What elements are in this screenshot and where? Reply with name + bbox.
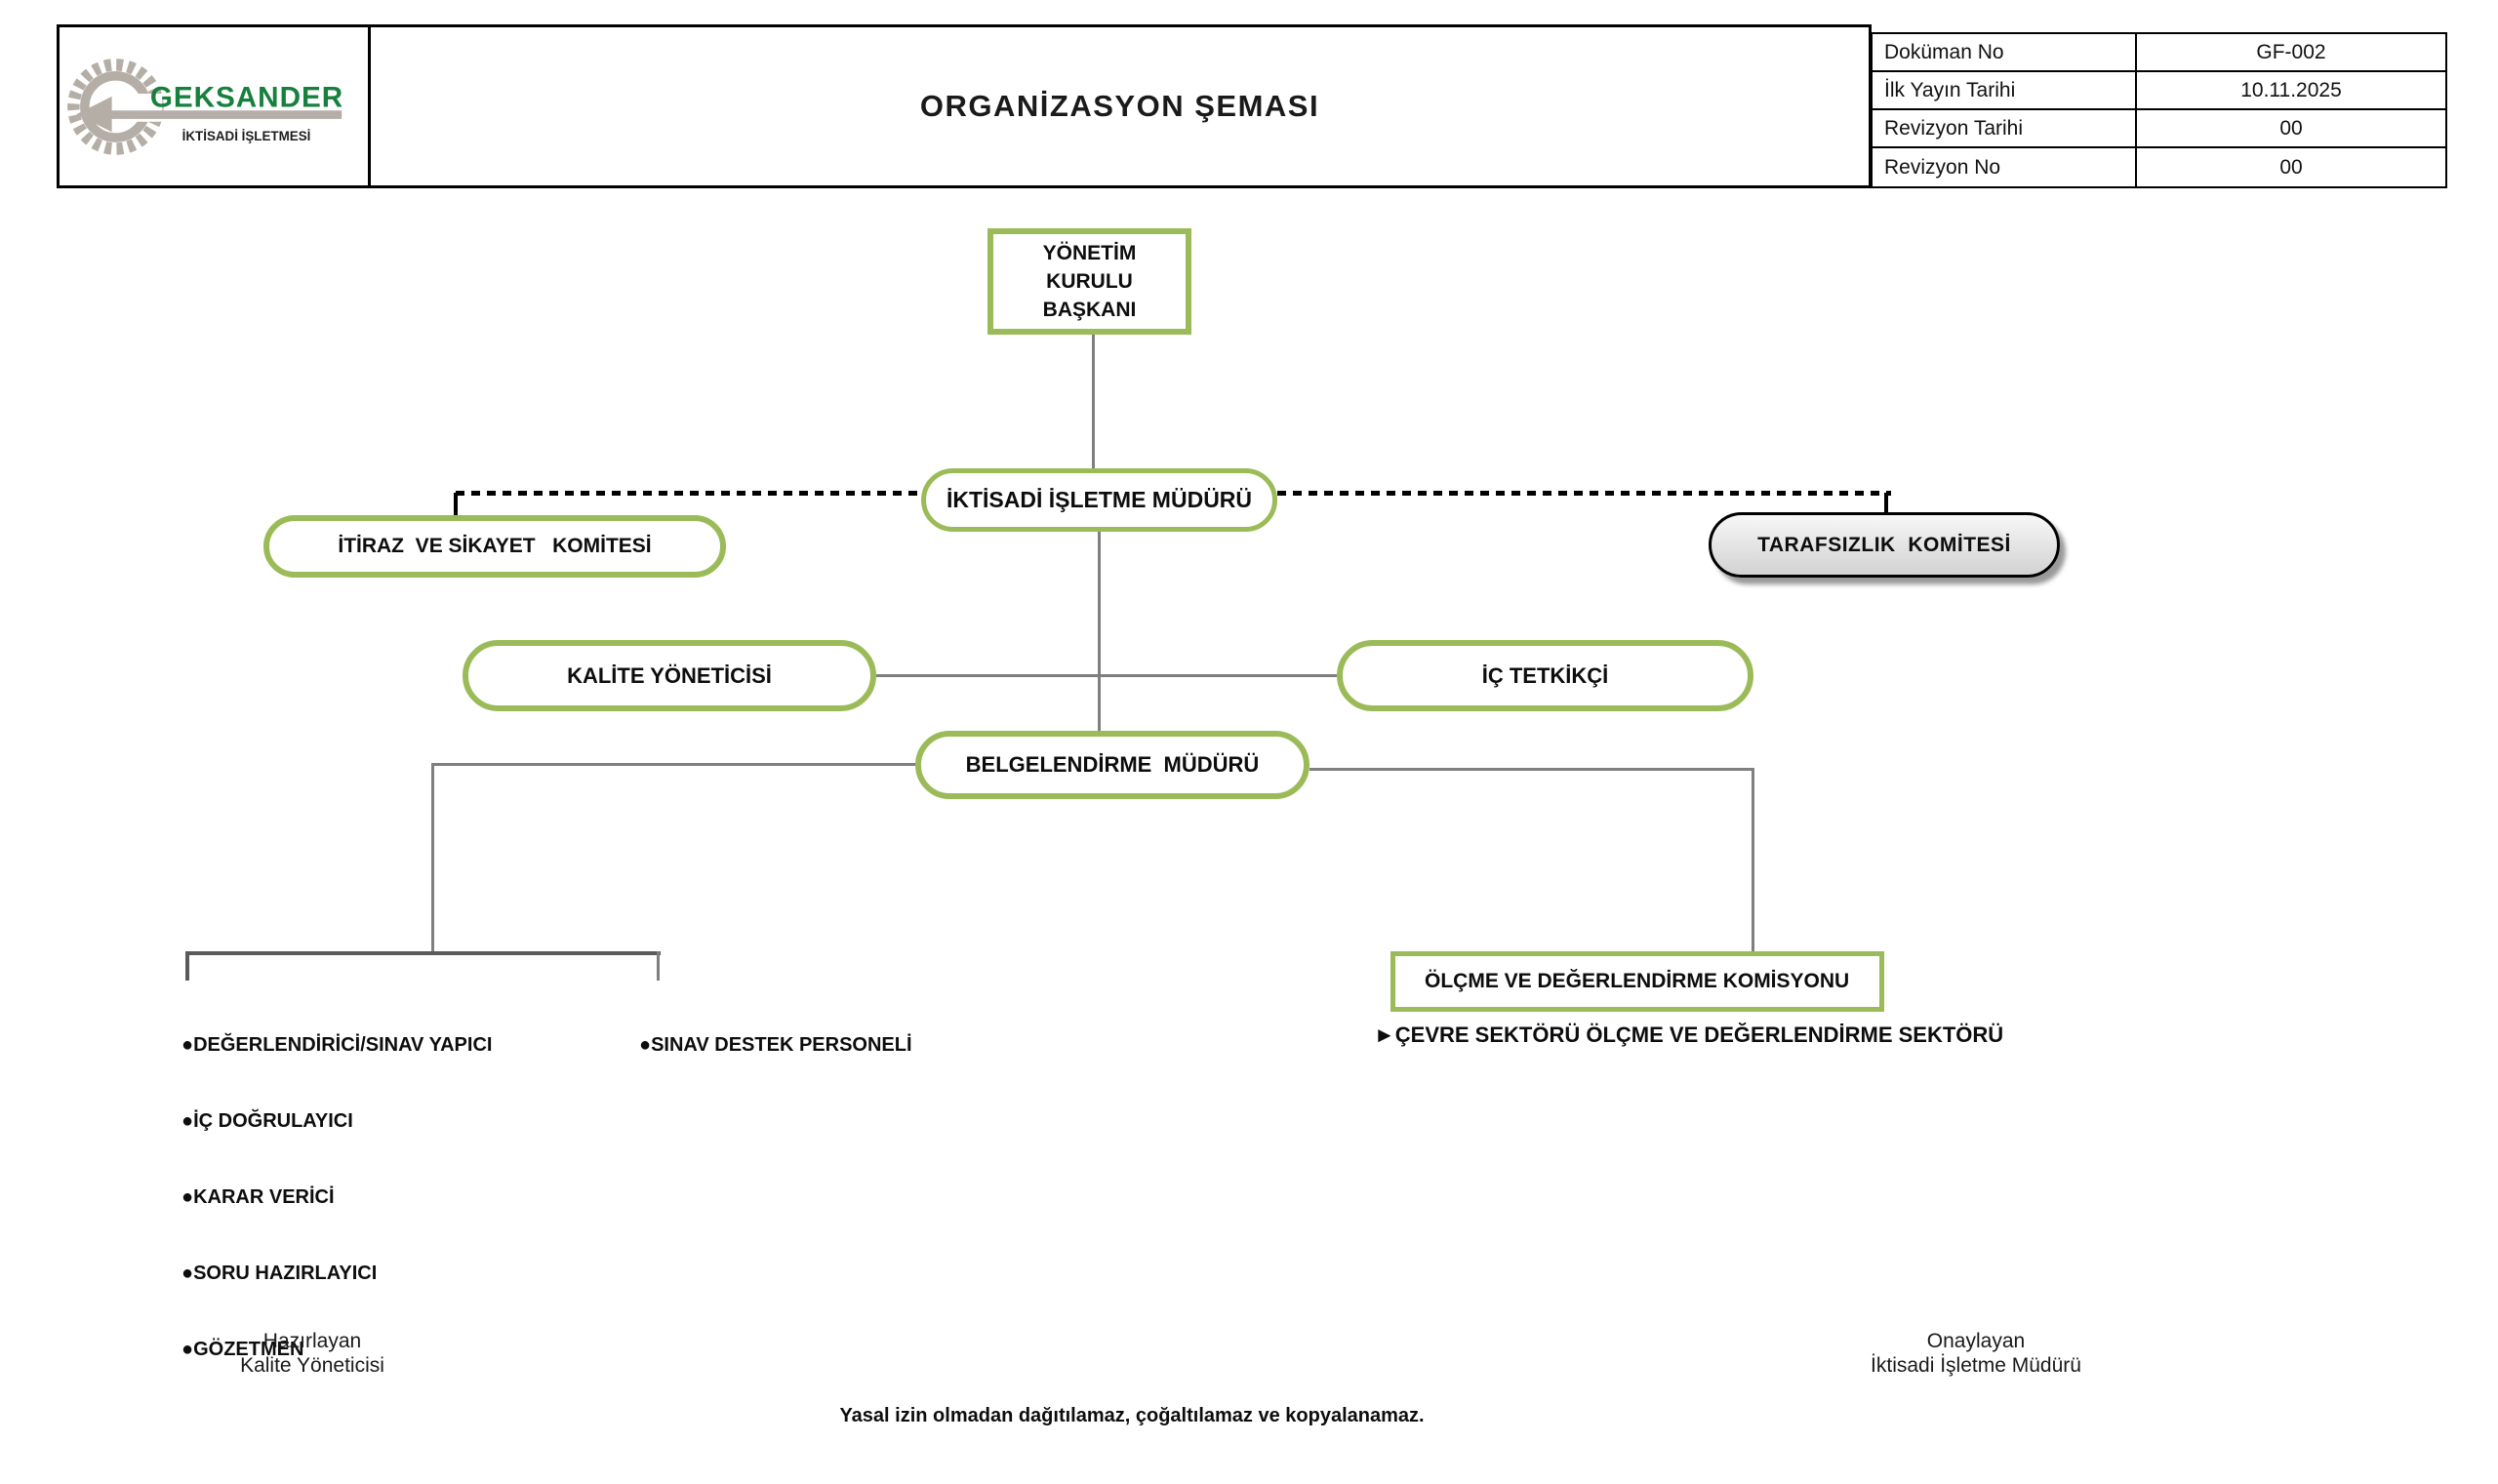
node-yonetim-kurulu-baskani: YÖNETİM KURULU BAŞKANI xyxy=(987,228,1191,335)
connector-iktisadi-belgelendirme xyxy=(1098,532,1101,733)
node-iktisadi-isletme-muduru: İKTİSADİ İŞLETME MÜDÜRÜ xyxy=(921,468,1277,532)
doc-row-label: Doküman No xyxy=(1873,34,2137,70)
doc-row-label: İlk Yayın Tarihi xyxy=(1873,72,2137,108)
approved-by-block xyxy=(1830,1329,2122,1378)
connector-roles-drop-left xyxy=(185,951,189,981)
role-list-item: ●KARAR VERİCİ xyxy=(181,1186,335,1208)
doc-row-value: 10.11.2025 xyxy=(2240,78,2342,101)
prepared-by-role: Kalite Yöneticisi xyxy=(240,1354,384,1377)
logo-sub-text: İKTİSADİ İŞLETMESİ xyxy=(181,128,311,143)
role-list-item: ●SORU HAZIRLAYICI xyxy=(181,1263,378,1284)
page-title: ORGANİZASYON ŞEMASI xyxy=(919,89,1320,123)
legal-note: Yasal izin olmadan dağıtılamaz, çoğaltılamaz ve kopyalanamaz. xyxy=(839,1405,1425,1426)
doc-table-row xyxy=(1873,110,2445,148)
geksander-logo xyxy=(60,27,368,183)
prepared-by-label: Hazırlayan xyxy=(262,1330,362,1352)
role-list-item: ●GÖZETMEN xyxy=(181,1339,304,1360)
doc-row-value: 00 xyxy=(2279,155,2303,179)
role-list-item: ●SINAV DESTEK PERSONELİ xyxy=(639,1034,912,1056)
connector-left-branch-horizontal xyxy=(431,763,915,766)
doc-row-label: Revizyon Tarihi xyxy=(1873,110,2137,146)
connector-yonetim-iktisadi xyxy=(1092,335,1095,468)
document-info-table xyxy=(1871,32,2447,188)
connector-right-branch-vertical xyxy=(1752,768,1754,951)
role-list-item: ●DEĞERLENDİRİCİ/SINAV YAPICI xyxy=(181,1034,493,1056)
doc-row-label: Revizyon No xyxy=(1873,148,2137,186)
title-box xyxy=(368,24,1872,188)
connector-dotted-right xyxy=(1277,491,1891,496)
doc-row-value: GF-002 xyxy=(2256,40,2326,63)
connector-right-branch-horizontal xyxy=(1309,768,1754,771)
logo-brand-text: GEKSANDER xyxy=(149,81,344,114)
doc-table-row xyxy=(1873,72,2445,110)
cevre-sektoru-line: ►ÇEVRE SEKTÖRÜ ÖLÇME VE DEĞERLENDİRME SEKTÖRÜ xyxy=(1374,1023,2004,1047)
approved-by-role: İktisadi İşletme Müdürü xyxy=(1871,1354,2081,1377)
connector-left-branch-vertical xyxy=(431,763,434,954)
node-belgelendirme-muduru: BELGELENDİRME MÜDÜRÜ xyxy=(915,731,1309,799)
node-ic-tetkikci: İÇ TETKİKÇİ xyxy=(1337,640,1753,711)
logo-box xyxy=(57,24,371,188)
role-list-item: ●İÇ DOĞRULAYICI xyxy=(181,1110,353,1132)
doc-table-row xyxy=(1873,34,2445,72)
connector-roles-drop-mid xyxy=(657,951,660,981)
doc-table-row xyxy=(1873,148,2445,186)
approved-by-label: Onaylayan xyxy=(1926,1330,2026,1352)
node-olcme-degerlendirme-komisyonu: ÖLÇME VE DEĞERLENDİRME KOMİSYONU xyxy=(1390,951,1884,1012)
node-tarafsizlik-komitesi: TARAFSIZLIK KOMİTESİ xyxy=(1709,512,2060,578)
node-itiraz-sikayet-komitesi: İTİRAZ VE SİKAYET KOMİTESİ xyxy=(263,515,726,578)
prepared-by-block xyxy=(166,1329,459,1378)
role-list-middle xyxy=(639,982,912,1108)
node-kalite-yoneticisi: KALİTE YÖNETİCİSİ xyxy=(463,640,876,711)
doc-row-value: 00 xyxy=(2279,116,2303,140)
connector-roles-horizontal xyxy=(185,951,661,955)
connector-dotted-left xyxy=(456,491,921,496)
connector-kalite-ictetkikci xyxy=(876,674,1337,677)
